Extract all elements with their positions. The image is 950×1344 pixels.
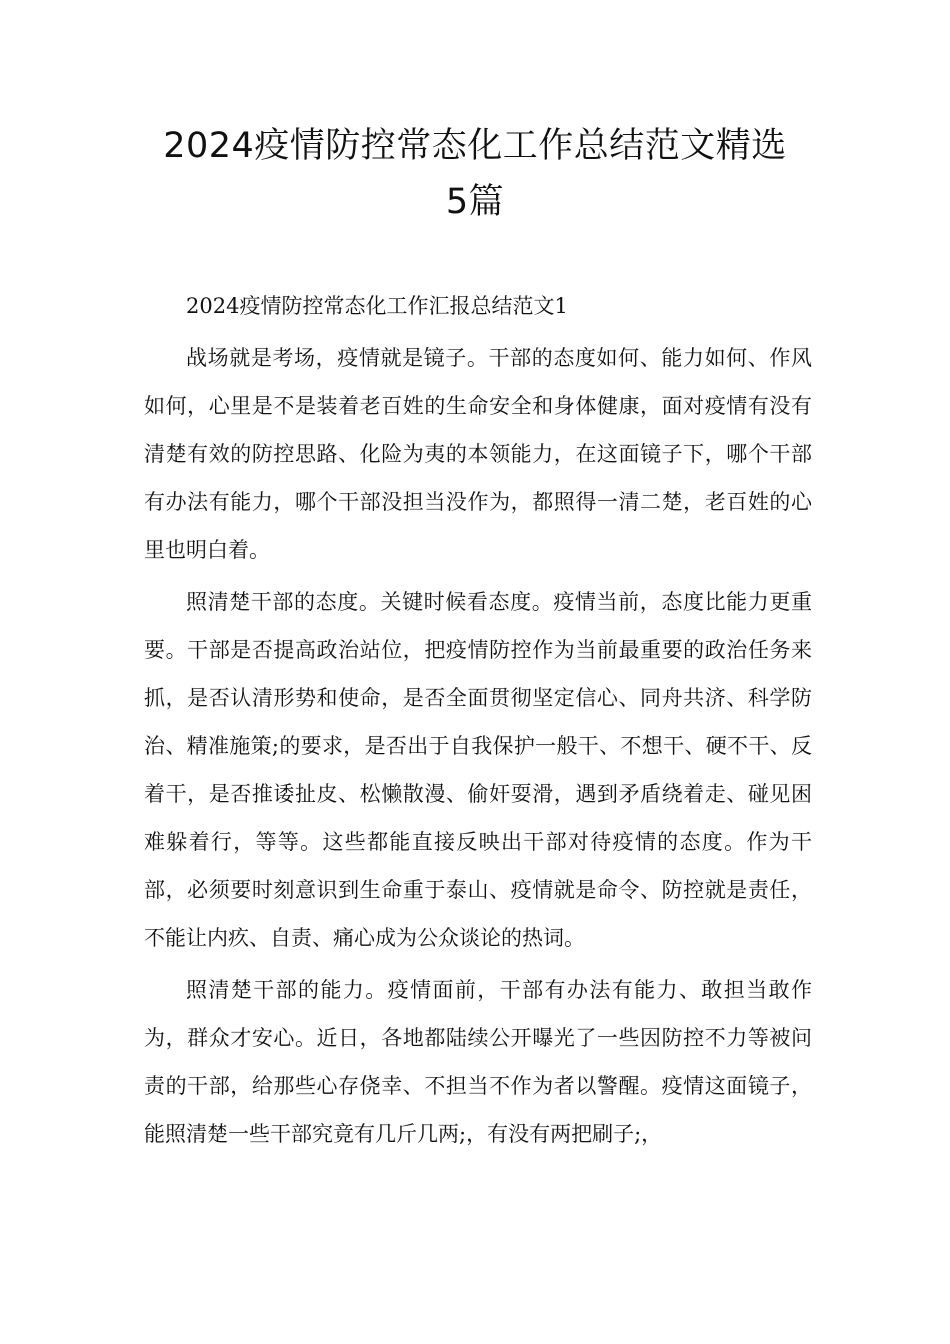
paragraph-2: 照清楚干部的态度。关键时候看态度。疫情当前，态度比能力更重要。干部是否提高政治站位，把疫情防控作为当前最重要的政治任务来抓，是否认清形势和使命，是否全面贯彻坚定信心、同舟共济、科学防治、精准施策;的要求，是否出于自我保护一般干、不想干、硬不干、反着干，是否推诿扯皮、松懒散漫、偷奸耍滑，遇到矛盾绕着走、碰见困难躲着行，等等。这些都能直接反映出干部对待疫情的态度。作为干部，必须要时刻意识到生命重于泰山、疫情就是命令、防控就是责任，不能让内疚、自责、痛心成为公众谈论的热词。	[144, 590, 812, 950]
title-line-2: 5篇	[445, 182, 505, 222]
paragraph-3: 照清楚干部的能力。疫情面前，干部有办法有能力、敢担当敢作为，群众才安心。近日，各地都陆续公开曝光了一些因防控不力等被问责的干部，给那些心存侥幸、不担当不作为者以警醒。疫情这面镜子，能照清楚一些干部究竟有几斤几两;，有没有两把刷子;，	[144, 978, 812, 1146]
document-title	[120, 118, 830, 230]
title-line-1: 2024疫情防控常态化工作总结范文精选	[163, 126, 787, 166]
document-body	[144, 282, 812, 1158]
section-heading: 2024疫情防控常态化工作汇报总结范文1	[186, 294, 568, 318]
paragraph-1: 战场就是考场，疫情就是镜子。干部的态度如何、能力如何、作风如何，心里是不是装着老百姓的生命安全和身体健康，面对疫情有没有清楚有效的防控思路、化险为夷的本领能力，在这面镜子下，哪个干部有办法有能力，哪个干部没担当没作为，都照得一清二楚，老百姓的心里也明白着。	[144, 346, 812, 562]
